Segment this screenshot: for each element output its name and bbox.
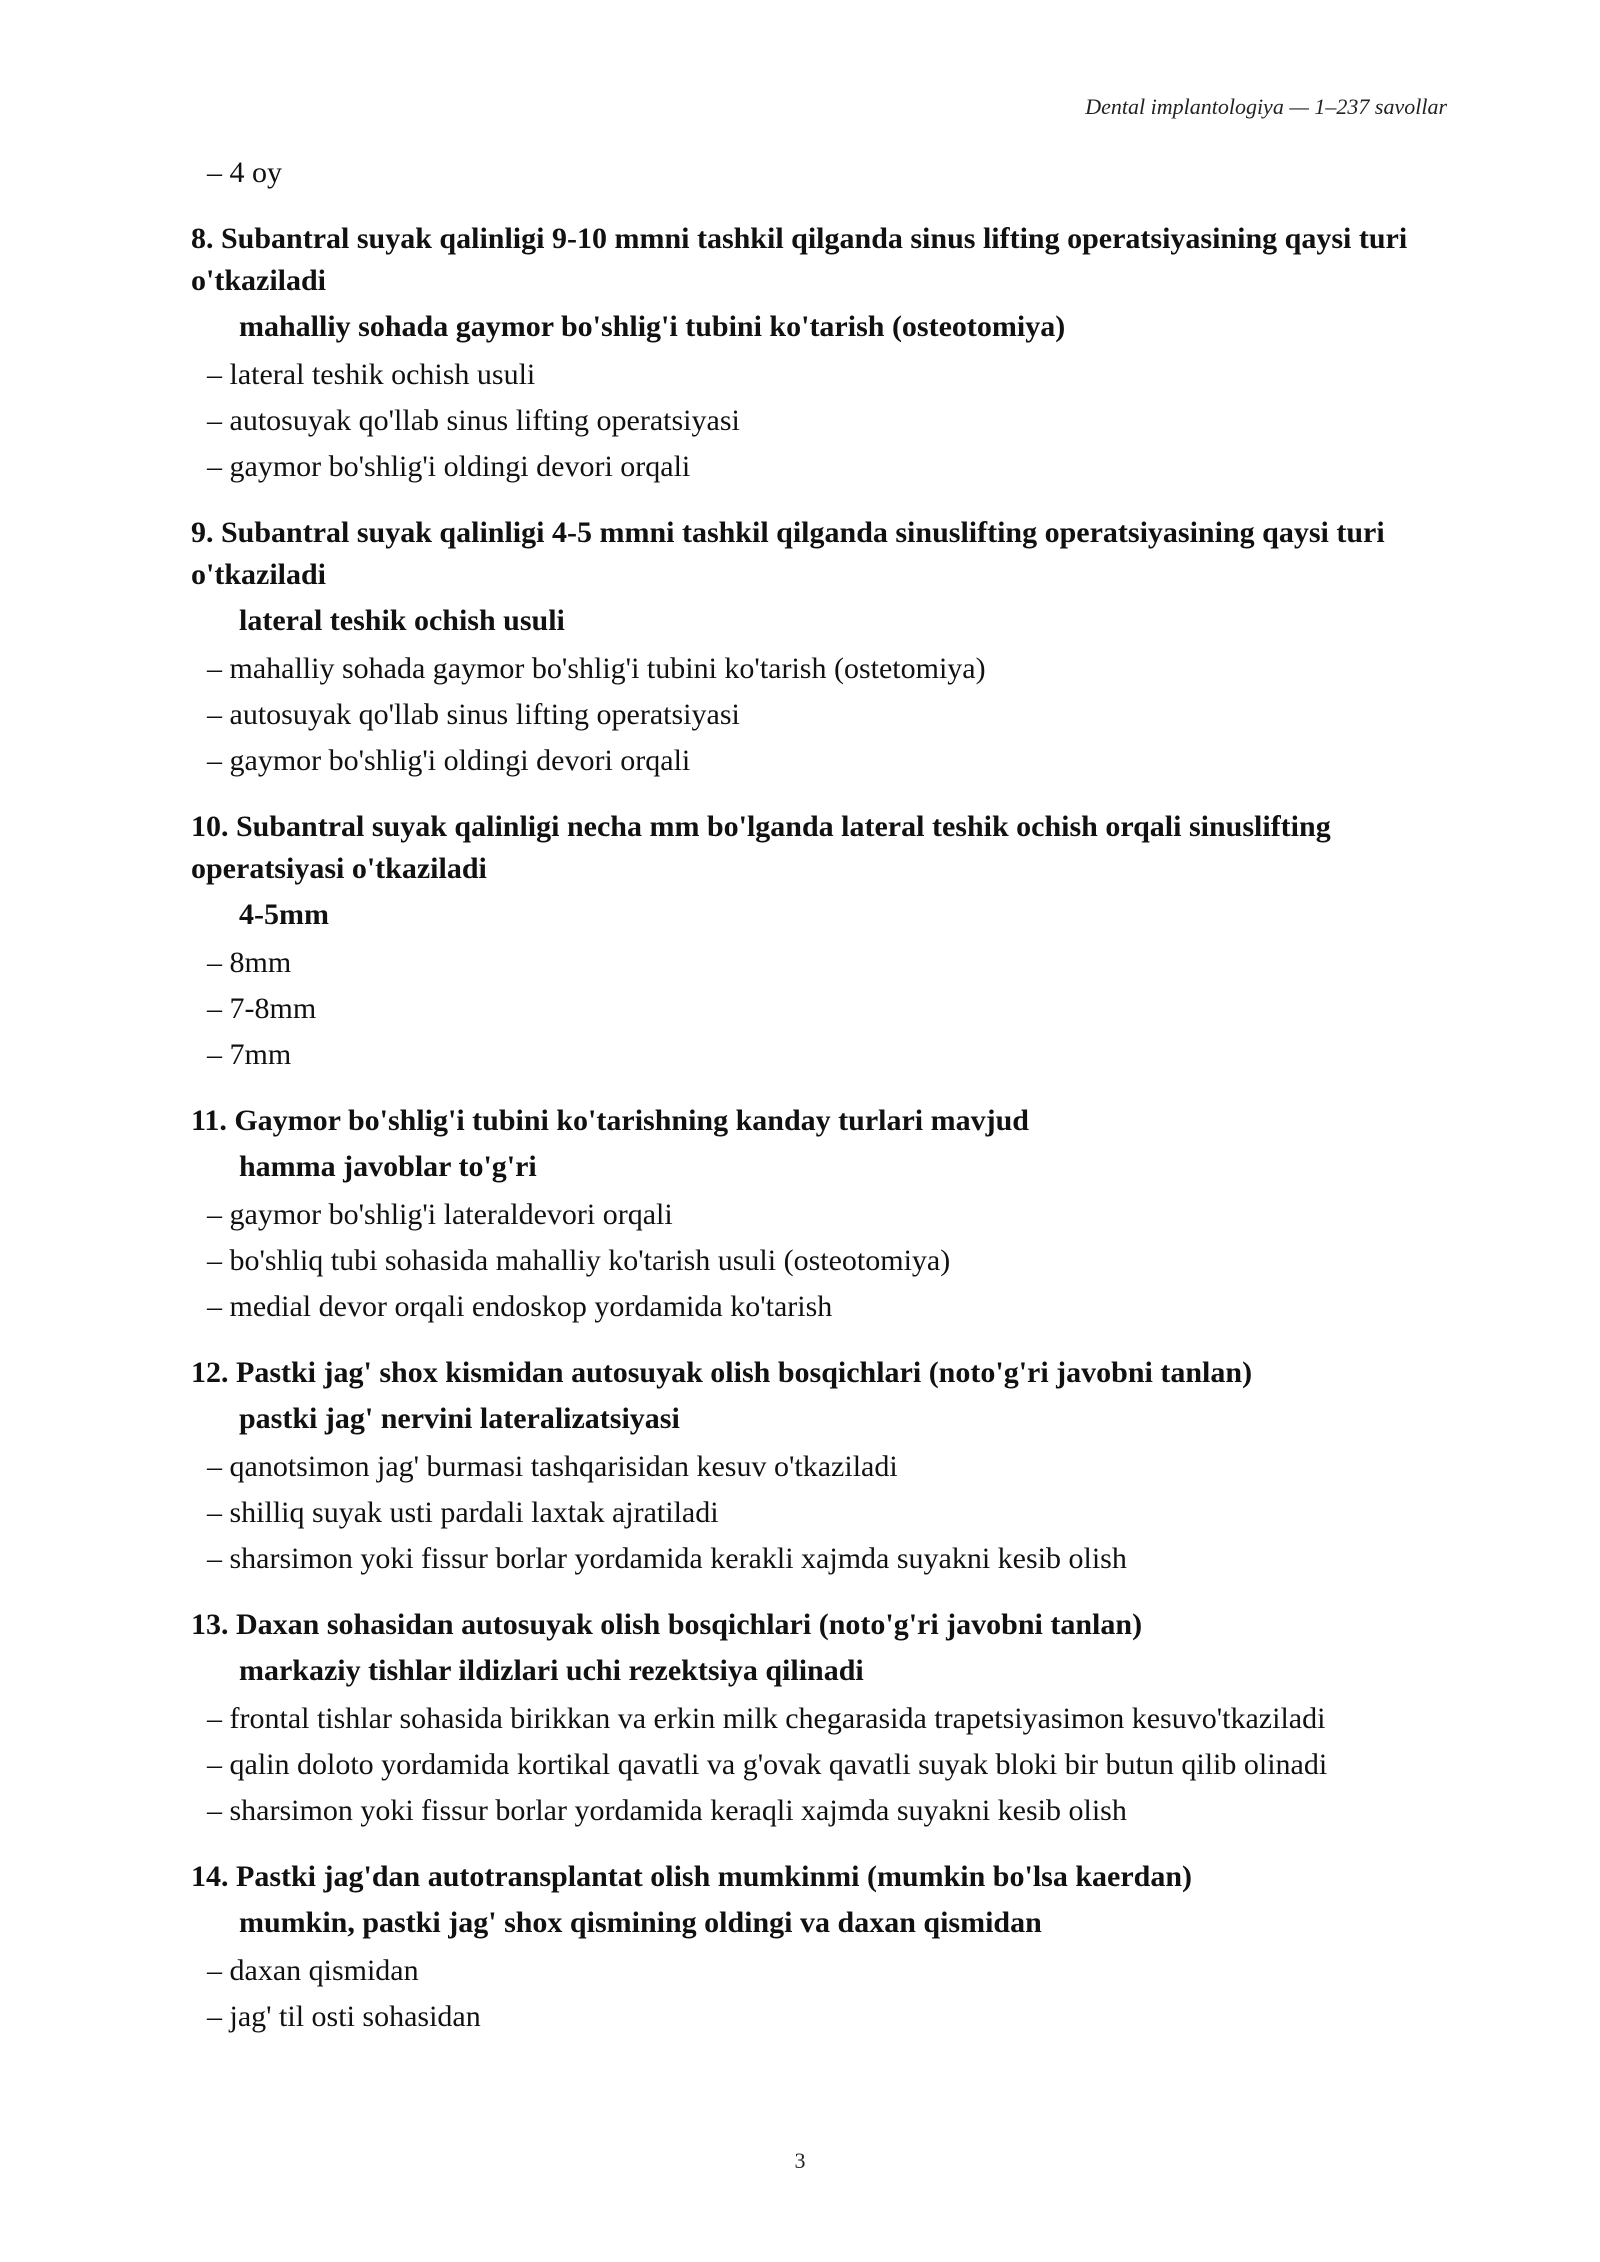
question-block: [191, 806, 1461, 1078]
question-text: 11. Gaymor bo'shlig'i tubini ko'tarishning kanday turlari mavjud: [191, 1104, 1029, 1137]
option-item: – sharsimon yoki fissur borlar yordamida kerakli xajmda suyakni kesib olish: [207, 1542, 1127, 1575]
option-item: – gaymor bo'shlig'i oldingi devori orqali: [207, 744, 691, 777]
correct-answer: pastki jag' nervini lateralizatsiyasi: [239, 1402, 680, 1435]
option-item: – bo'shliq tubi sohasida mahalliy ko'tarish usuli (osteotomiya): [207, 1244, 951, 1277]
option-item: – medial devor orqali endoskop yordamida ko'tarish: [207, 1290, 833, 1323]
question-text: 12. Pastki jag' shox kismidan autosuyak olish bosqichlari (noto'g'ri javobni tanlan): [191, 1356, 1253, 1389]
option-item: – gaymor bo'shlig'i lateraldevori orqali: [207, 1198, 673, 1231]
question-text: 13. Daxan sohasidan autosuyak olish bosqichlari (noto'g'ri javobni tanlan): [191, 1608, 1143, 1641]
correct-answer: lateral teshik ochish usuli: [239, 604, 565, 637]
option-item: – sharsimon yoki fissur borlar yordamida keraqli xajmda suyakni kesib olish: [207, 1794, 1127, 1827]
question-text: 10. Subantral suyak qalinligi necha mm bo'lganda lateral teshik ochish orqali sinuslifting operatsiyasi o'tkaziladi: [191, 810, 1331, 885]
page-number: 3: [794, 2148, 806, 2173]
correct-answer: 4-5mm: [239, 898, 329, 931]
option-item: – 7-8mm: [207, 992, 317, 1025]
option-item: – lateral teshik ochish usuli: [207, 358, 536, 391]
option-item: – qanotsimon jag' burmasi tashqarisidan kesuv o'tkaziladi: [207, 1450, 898, 1483]
option-item: – gaymor bo'shlig'i oldingi devori orqali: [207, 450, 691, 483]
option-item: – jag' til osti sohasidan: [207, 2000, 481, 2033]
question-block: [191, 218, 1461, 490]
correct-answer: mumkin, pastki jag' shox qismining oldingi va daxan qismidan: [239, 1906, 1042, 1939]
question-text: 8. Subantral suyak qalinligi 9-10 mmni tashkil qilganda sinus lifting operatsiyasining qaysi turi o'tkaziladi: [191, 222, 1408, 297]
correct-answer: mahalliy sohada gaymor bo'shlig'i tubini ko'tarish (osteotomiya): [239, 310, 1066, 343]
option-item: – autosuyak qo'llab sinus lifting operatsiyasi: [207, 698, 740, 731]
question-block: [191, 1352, 1461, 1582]
question-block: [191, 512, 1461, 784]
questions-container: [191, 218, 1461, 2040]
question-block: [191, 1856, 1461, 2040]
option-item: – mahalliy sohada gaymor bo'shlig'i tubini ko'tarish (ostetomiya): [207, 652, 986, 685]
question-text: 9. Subantral suyak qalinligi 4-5 mmni tashkil qilganda sinuslifting operatsiyasining qaysi turi o'tkaziladi: [191, 516, 1385, 591]
option-item: – 7mm: [207, 1038, 292, 1071]
running-header: Dental implantologiya — 1–237 savollar: [1085, 94, 1447, 119]
question-list: [191, 150, 1461, 2040]
option-item: – qalin doloto yordamida kortikal qavatli va g'ovak qavatli suyak bloki bir butun qilib olinadi: [207, 1748, 1328, 1781]
question-block: [191, 1604, 1461, 1834]
correct-answer: markaziy tishlar ildizlari uchi rezektsiya qilinadi: [239, 1654, 864, 1687]
option-item: – frontal tishlar sohasida birikkan va erkin milk chegarasida trapetsiyasimon kesuvo'tkaziladi: [207, 1702, 1326, 1735]
question-text: 14. Pastki jag'dan autotransplantat olish mumkinmi (mumkin bo'lsa kaerdan): [191, 1860, 1193, 1893]
correct-answer: hamma javoblar to'g'ri: [239, 1150, 537, 1183]
question-block: [191, 1100, 1461, 1330]
option-item: – shilliq suyak usti pardali laxtak ajratiladi: [207, 1496, 719, 1529]
option-item: – 4 oy: [207, 156, 282, 189]
option-item: – 8mm: [207, 946, 292, 979]
option-item: – autosuyak qo'llab sinus lifting operatsiyasi: [207, 404, 740, 437]
option-item: – daxan qismidan: [207, 1954, 419, 1987]
